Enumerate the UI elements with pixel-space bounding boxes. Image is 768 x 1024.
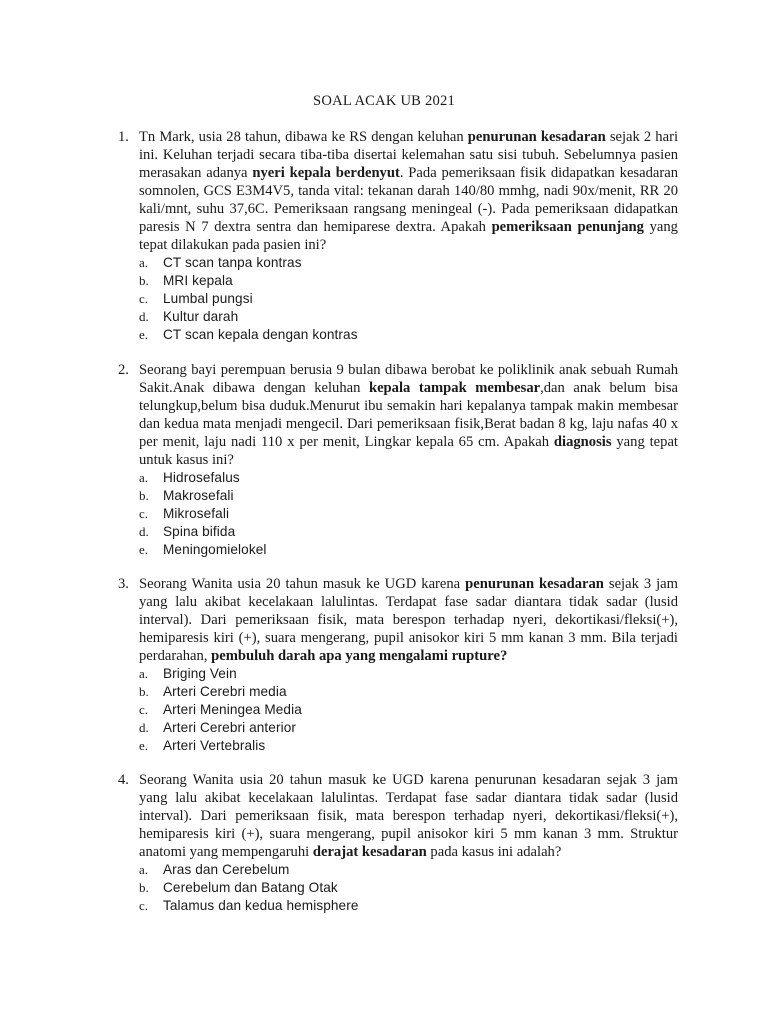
answer-option	[139, 701, 678, 719]
option-letter: a.	[139, 470, 149, 485]
answer-option	[139, 897, 678, 915]
option-letter: b.	[139, 273, 149, 288]
question-4	[118, 771, 678, 915]
option-text: Arteri Cerebri media	[163, 684, 287, 699]
option-text: Arteri Cerebri anterior	[163, 720, 296, 735]
answer-option	[139, 737, 678, 755]
answer-option	[139, 879, 678, 897]
emphasized-text: kepala tampak membesar	[368, 380, 541, 396]
text-run: sejak 2 hari ini. Keluhan terjadi secara tiba-tiba disertai kelemahan satu sisi tubuh. Sebelumnya pasien merasakan adanya	[139, 129, 678, 181]
answer-options	[139, 861, 678, 915]
option-text: Hidrosefalus	[163, 470, 240, 485]
emphasized-text: nyeri kepala berdenyut	[252, 165, 400, 181]
option-letter: a.	[139, 862, 149, 877]
text-run: Seorang bayi perempuan berusia 9 bulan dibawa berobat ke poliklinik anak sebuah Rumah Sakit.Anak dibawa dengan keluhan	[139, 362, 678, 396]
text-run: yang tepat untuk kasus ini?	[139, 434, 678, 468]
option-text: Mikrosefali	[163, 506, 230, 521]
answer-option	[139, 326, 678, 344]
question-body	[139, 361, 678, 559]
option-letter: c.	[139, 898, 149, 913]
answer-option	[139, 523, 678, 541]
option-letter: d.	[139, 720, 149, 735]
emphasized-text: pembuluh darah apa yang mengalami rupture?	[211, 648, 508, 664]
question-number: 4.	[118, 772, 129, 788]
question-1	[118, 128, 678, 344]
emphasized-text: derajat kesadaran	[312, 844, 427, 860]
answer-option	[139, 272, 678, 290]
option-letter: d.	[139, 309, 149, 324]
option-text: Arteri Vertebralis	[163, 738, 266, 753]
answer-options	[139, 665, 678, 755]
question-3	[118, 575, 678, 755]
option-text: Aras dan Cerebelum	[163, 862, 290, 877]
option-text: CT scan tanpa kontras	[163, 255, 302, 270]
emphasized-text: diagnosis	[553, 434, 612, 450]
answer-options	[139, 469, 678, 559]
question-2	[118, 361, 678, 559]
option-text: Spina bifida	[163, 524, 236, 539]
option-letter: a.	[139, 255, 149, 270]
text-run: . Pada pemeriksaan fisik didapatkan kesadaran somnolen, GCS E3M4V5, tanda vital: tekanan darah 140/80 mmhg, nadi 90x/menit, RR 20 kali/mnt, suhu 37,6C. Pemeriksaan rangsang meningeal (-). Pada pemeriksaan didapatkan paresis N 7 dextra sentra dan hemiparese dextra. Apakah	[139, 165, 679, 235]
option-text: Briging Vein	[163, 666, 237, 681]
option-text: Talamus dan kedua hemisphere	[163, 898, 359, 913]
option-text: Lumbal pungsi	[163, 291, 253, 306]
option-letter: e.	[139, 542, 149, 557]
answer-options	[139, 254, 678, 344]
option-text: Cerebelum dan Batang Otak	[163, 880, 338, 895]
question-body	[139, 771, 678, 915]
answer-option	[139, 469, 678, 487]
question-text	[139, 771, 678, 861]
option-text: MRI kepala	[163, 273, 233, 288]
option-letter: b.	[139, 684, 149, 699]
answer-option	[139, 541, 678, 559]
answer-option	[139, 683, 678, 701]
answer-option	[139, 254, 678, 272]
text-run: Seorang Wanita usia 20 tahun masuk ke UGD karena penurunan kesadaran sejak 3 jam yang lalu akibat kecelakaan lalulintas. Terdapat fase sadar diantara tidak sadar (lusid interval). Dari pemeriksaan fisik, mata berespon terhadap nyeri, dekortikasi/fleksi(+), hemiparesis kiri (+), suara mengerang, pupil anisokor kiri 5 mm kanan 3 mm. Struktur anatomi yang mempengaruhi	[139, 772, 678, 860]
text-run: ,dan anak belum bisa telungkup,belum bisa duduk.Menurut ibu semakin hari kepalanya tampak makin membesar dan kedua mata menjadi mengecil. Dari pemeriksaan fisik,Berat badan 8 kg, laju nafas 40 x per menit, laju nadi 110 x per menit, Lingkar kepala 65 cm. Apakah	[139, 380, 678, 450]
option-text: Makrosefali	[163, 488, 234, 503]
option-letter: c.	[139, 702, 149, 717]
emphasized-text: penurunan kesadaran	[465, 576, 604, 592]
option-letter: b.	[139, 880, 149, 895]
emphasized-text: penurunan kesadaran	[467, 129, 606, 145]
page-title: SOAL ACAK UB 2021	[313, 93, 455, 109]
answer-option	[139, 308, 678, 326]
question-number: 2.	[118, 362, 129, 378]
question-text	[139, 361, 678, 469]
option-text: Kultur darah	[163, 309, 239, 324]
option-text: Meningomielokel	[163, 542, 267, 557]
text-run: sejak 3 jam yang lalu akibat kecelakaan lalulintas. Terdapat fase sadar diantara tidak sadar (lusid interval). Dari pemeriksaan fisik, mata berespon terhadap nyeri, dekortikasi/fleksi(+), hemiparesis kiri (+), suara mengerang, pupil anisokor kiri 5 mm kanan 3 mm. Bila terjadi perdarahan,	[139, 576, 678, 664]
text-run: Tn Mark, usia 28 tahun, dibawa ke RS dengan keluhan	[139, 129, 468, 145]
option-letter: c.	[139, 506, 149, 521]
answer-option	[139, 665, 678, 683]
answer-option	[139, 487, 678, 505]
question-text	[139, 575, 678, 665]
answer-option	[139, 719, 678, 737]
emphasized-text: pemeriksaan penunjang	[491, 219, 644, 235]
option-text: CT scan kepala dengan kontras	[163, 327, 358, 342]
answer-option	[139, 861, 678, 879]
option-text: Arteri Meningea Media	[163, 702, 302, 717]
text-run: Seorang Wanita usia 20 tahun masuk ke UGD karena	[139, 576, 466, 592]
text-run: yang tepat dilakukan pada pasien ini?	[139, 219, 678, 253]
question-text	[139, 128, 678, 254]
text-run: pada kasus ini adalah?	[426, 844, 562, 860]
option-letter: e.	[139, 327, 149, 342]
question-number: 3.	[118, 576, 129, 592]
answer-option	[139, 505, 678, 523]
option-letter: c.	[139, 291, 149, 306]
option-letter: a.	[139, 666, 149, 681]
option-letter: d.	[139, 524, 149, 539]
option-letter: b.	[139, 488, 149, 503]
answer-option	[139, 290, 678, 308]
question-body	[139, 575, 678, 755]
option-letter: e.	[139, 738, 149, 753]
question-body	[139, 128, 678, 344]
question-number: 1.	[118, 129, 129, 145]
